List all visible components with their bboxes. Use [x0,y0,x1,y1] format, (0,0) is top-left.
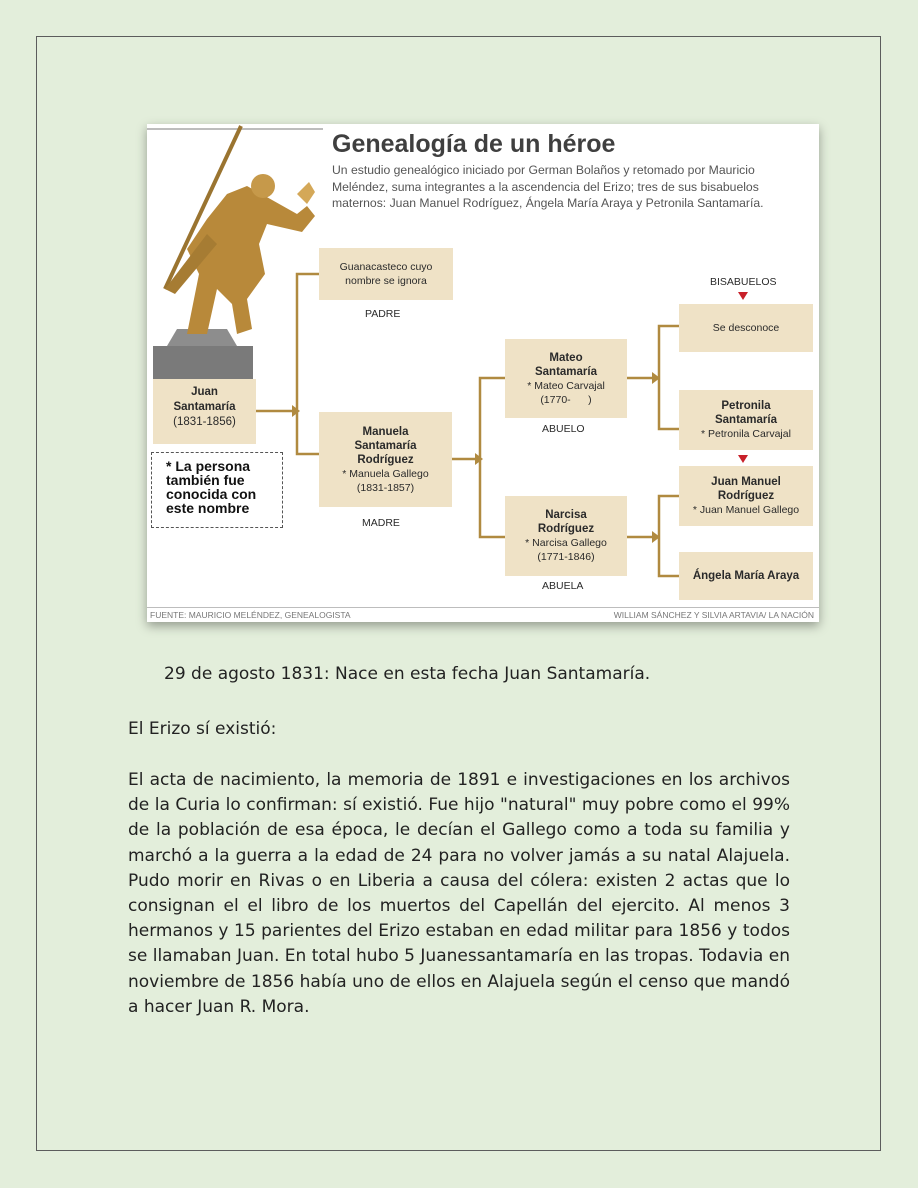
body-paragraph: El acta de nacimiento, la memoria de 1891 e investigaciones en los archivos de la Curia lo confirman: sí existió. Fue hijo "natural" muy pobre como el 99% de la población de esa época, le decían el Gallego como a toda su familia y marchó a la guerra a la edad de 24 para no volver jamás a su natal Alajuela. Pudo morir en Rivas o en Liberia a causa del cólera: existen 2 actas que lo consignan el el libro de los muertos del Capellán del ejercito. Al menos 3 hermanos y 15 parientes del Erizo estaban en edad militar para 1856 y todos se llamaban Juan. En total hubo 5 Juanessantamaría en las tropas. Todavia en noviembre de 1856 había uno de ellos en Alajuela según el censo que mandó a hacer Juan R. Mora. [128,770,790,1017]
juan-manuel-name-line1: Juan Manuel [711,476,781,488]
angela-box [679,552,813,600]
infographic-footer [147,607,819,622]
madre-name-line1: Manuela [362,425,409,438]
section-heading: El Erizo sí existió: [128,719,277,739]
abuelo-years: (1770- ) [540,393,592,406]
infographic-title: Genealogía de un héroe [332,130,616,158]
footer-credits: WILLIAM SÁNCHEZ Y SILVIA ARTAVIA/ LA NACIÓN [613,610,814,620]
abuelo-label: ABUELO [542,423,585,435]
madre-name-line3: Rodríguez [357,453,414,466]
padre-text-line1: Guanacasteco cuyo [339,261,433,273]
juan-santamaria-box [153,379,256,444]
madre-label: MADRE [362,517,400,529]
tree-connectors [147,124,819,622]
madre-name-line2: Santamaría [354,439,417,452]
petronila-alias: * Petronila Carvajal [701,428,791,440]
juan-manuel-name-line2: Rodríguez [717,490,775,502]
abuela-name-line1: Narcisa [545,509,587,521]
abuelo-name-line1: Mateo [549,351,583,364]
juan-manuel-box [679,466,813,526]
madre-years: (1831-1857) [356,481,415,494]
petronila-name-line1: Petronila [721,400,771,412]
note-line3: conocida con [166,486,257,502]
juan-name-line1: Juan [191,386,218,398]
angela-name: Ángela María Araya [692,570,800,582]
padre-text-line2: nombre se ignora [345,275,427,287]
abuelo-name-line2: Santamaría [534,365,597,378]
bisabuelo1-text: Se desconoce [712,322,780,334]
abuela-label: ABUELA [542,580,584,592]
juan-manuel-alias: * Juan Manuel Gallego [692,504,800,516]
petronila-name-line2: Santamaría [714,414,777,426]
abuela-name-line2: Rodríguez [537,523,595,535]
madre-box [319,412,452,507]
abuela-box [505,496,627,576]
juan-name-line2: Santamaría [173,401,236,413]
infographic-subtitle: Un estudio genealógico iniciado por German Bolaños y retomado por Mauricio Meléndez, suma integrantes a la ascendencia del Erizo; tres de sus bisabuelos maternos: Juan Manuel Rodríguez, Ángela María Araya y Petronila Santamaría. [332,163,764,210]
padre-label: PADRE [365,308,401,320]
juan-years: (1831-1856) [173,416,236,428]
petronila-box [679,390,813,450]
alias-note-box [151,452,283,528]
madre-alias: * Manuela Gallego [342,467,429,480]
bisabuelos-label: BISABUELOS [710,276,777,288]
note-line1: * La persona [166,458,251,474]
padre-box [319,248,453,300]
abuelo-box [505,339,627,418]
note-line4: este nombre [166,500,250,516]
abuelo-alias: * Mateo Carvajal [527,379,605,392]
bisabuelo-desconocido-box [679,304,813,352]
abuela-alias: * Narcisa Gallego [525,537,607,549]
footer-source: FUENTE: MAURICIO MELÉNDEZ, GENEALOGISTA [150,610,351,620]
abuela-years: (1771-1846) [537,551,595,563]
genealogy-infographic [147,124,819,622]
note-line2: también fue [166,472,245,488]
image-caption: 29 de agosto 1831: Nace en esta fecha Juan Santamaría. [164,664,651,684]
